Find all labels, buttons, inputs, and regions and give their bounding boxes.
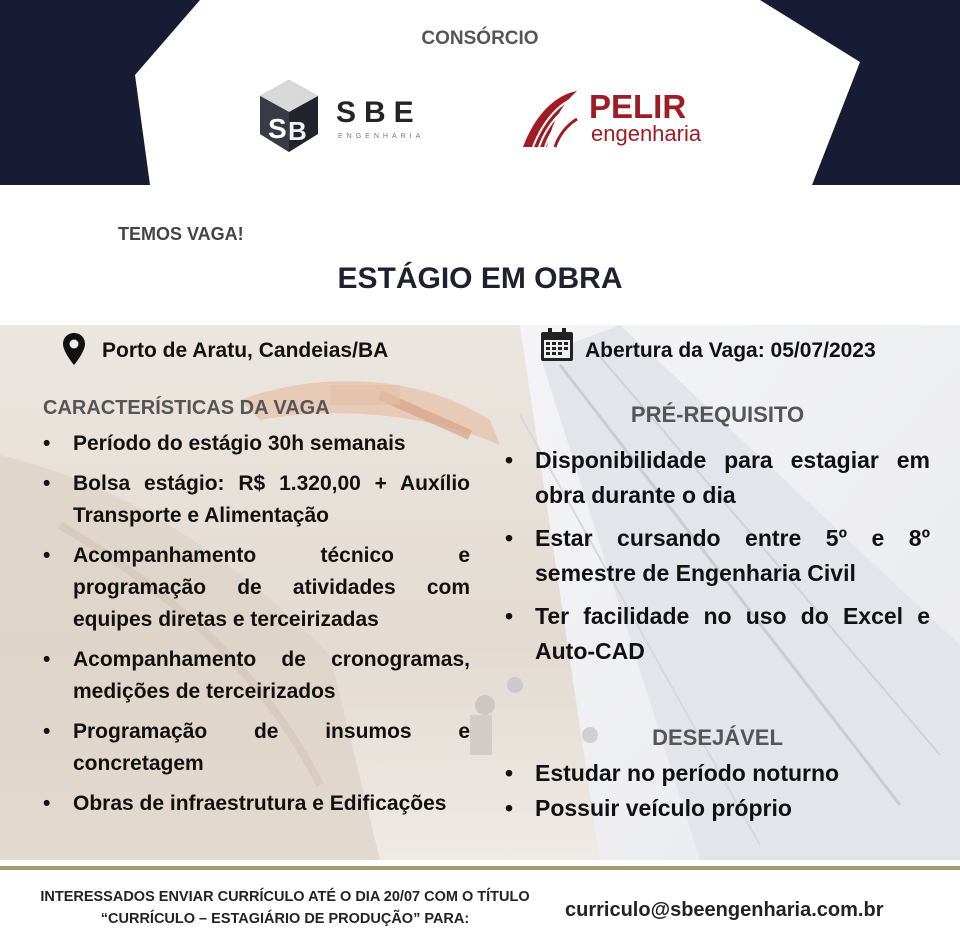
svg-text:S: S (268, 113, 287, 144)
pelir-logo-sub: engenharia (591, 121, 702, 146)
sbe-logo (256, 78, 456, 154)
sbe-logo-sub: ENGENHARIA (338, 133, 425, 140)
list-item: • Período do estágio 30h semanais (73, 428, 470, 460)
svg-text:B: B (288, 116, 307, 146)
list-item: • Bolsa estágio: R$ 1.320,00 + Auxílio Transporte e Alimentação (73, 468, 470, 532)
characteristics-title: CARACTERÍSTICAS DA VAGA (43, 397, 330, 419)
prerequisites-title: PRÉ-REQUISITO (630, 402, 805, 427)
pelir-logo (515, 85, 745, 155)
list-item: • Acompanhamento de cronogramas, medições de terceirizados (73, 644, 470, 708)
calendar-icon (539, 327, 575, 363)
desirable-title: DESEJÁVEL (652, 725, 783, 750)
desirable-list (535, 756, 930, 826)
consortium-label: CONSÓRCIO (421, 28, 539, 49)
opening-date: Abertura da Vaga: 05/07/2023 (585, 339, 876, 362)
list-item: • Disponibilidade para estagiar em obra durante o dia (535, 443, 930, 513)
list-item: • Possuir veículo próprio (535, 791, 930, 826)
pelir-logo-name: PELIR (589, 88, 687, 125)
list-item: • Estar cursando entre 5º e 8º semestre de Engenharia Civil (535, 521, 930, 591)
contact-email-link[interactable]: curriculo@sbeengenharia.com.br (565, 899, 884, 921)
list-item: • Ter facilidade no uso do Excel e Auto-CAD (535, 599, 930, 669)
prerequisites-list (535, 443, 930, 677)
footer-divider (0, 866, 960, 870)
list-item: • Estudar no período noturno (535, 756, 930, 791)
vacancy-kicker: TEMOS VAGA! (118, 224, 244, 244)
application-instructions: INTERESSADOS ENVIAR CURRÍCULO ATÉ O DIA 20/07 COM O TÍTULO “CURRÍCULO – ESTAGIÁRIO DE PRODUÇÃO” PARA: (40, 889, 530, 927)
sbe-logo-name: SBE (336, 96, 422, 129)
characteristics-list (73, 428, 470, 828)
list-item: • Obras de infraestrutura e Edificações (73, 788, 470, 820)
list-item: • Programação de insumos e concretagem (73, 716, 470, 780)
map-pin-icon (62, 332, 86, 366)
list-item: • Acompanhamento técnico e programação de atividades com equipes diretas e terceirizadas (73, 540, 470, 636)
page-title: ESTÁGIO EM OBRA (337, 262, 623, 295)
job-location: Porto de Aratu, Candeias/BA (102, 339, 389, 362)
